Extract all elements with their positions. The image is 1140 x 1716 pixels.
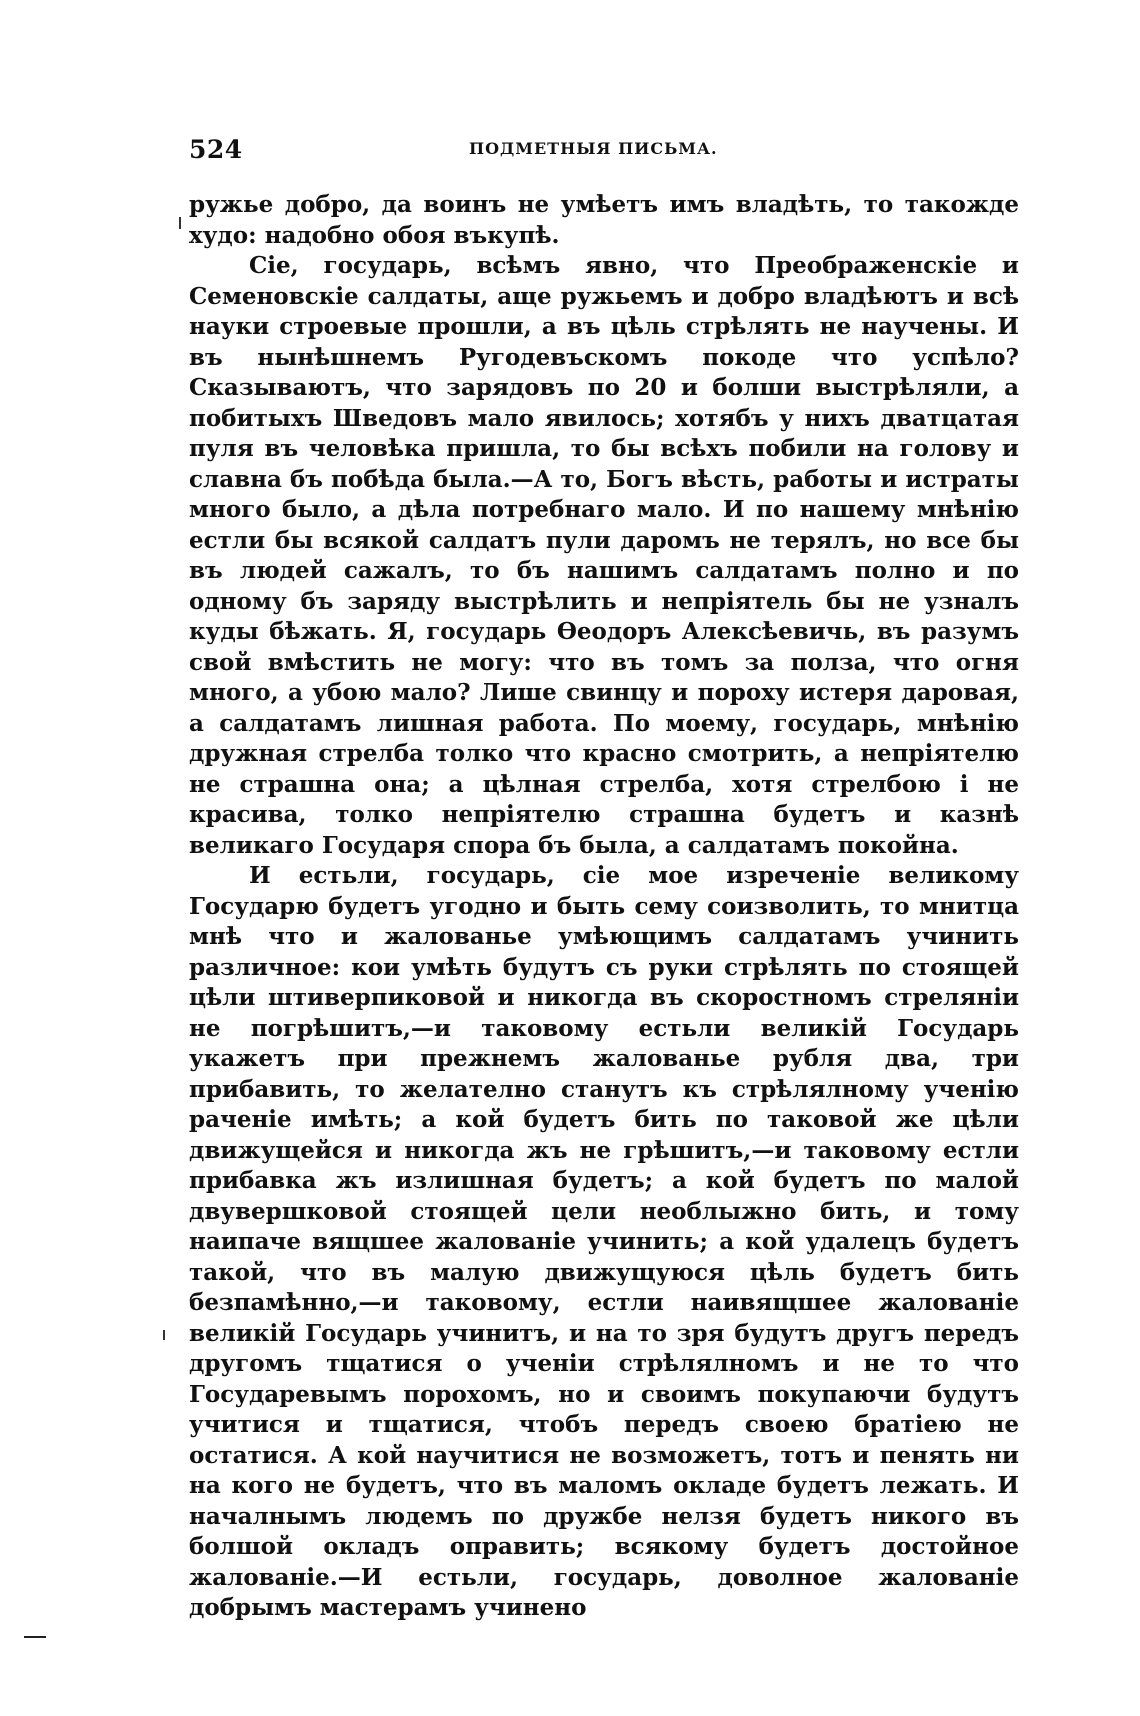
paragraph: Сіе, государь, всѣмъ явно, что Преображенскіе и Семеновскіе салдаты, аще ружьемъ и добро владѣютъ и всѣ науки строевые прошли, а въ цѣль стрѣлять не научены. И въ нынѣшнемъ Ругодевъскомъ покоде что успѣло? Сказываютъ, что зарядовъ по 20 и болши выстрѣляли, а побитыхъ Шведовъ мало явилось; хотябъ у нихъ дватцатая пуля въ человѣка пришла, то бы всѣхъ побили на голову и славна бъ побѣда была.—А то, Богъ вѣсть, работы и истраты много было, а дѣла потребнаго мало. И по нашему мнѣнію естли бы всякой салдатъ пули даромъ не терялъ, но все бы въ людей сажалъ, то бъ нашимъ салдатамъ полно и по одному бъ заряду выстрѣлить и непріятель бы не узналъ куды бѣжать. Я, государь Ѳеодоръ Алексѣевичь, въ разумъ свой вмѣстить не могу: что въ томъ за полза, что огня много, а убою мало? Лише свинцу и пороху истеря даровая, а салдатамъ лишная работа. По моему, государь, мнѣнію дружная стрелба толко что красно смотрить, а непріятелю не страшна она; а цѣлная стрелба, хотя стрелбою і не красива, толко непріятелю страшна будетъ и казнѣ великаго Государя спора бъ была, а салдатамъ покойна.: [189, 252, 1019, 859]
page-header: [189, 135, 1019, 171]
running-head: ПОДМЕТНЫЯ ПИСЬМА.: [469, 139, 718, 158]
body-text: [189, 190, 1019, 1624]
paragraph: И естьли, государь, сіе мое изреченіе великому Государю будетъ угодно и быть сему соизволить, то мнитца мнѣ что и жалованье умѣющимъ салдатамъ учинить различное: кои умѣть будутъ съ руки стрѣлять по стоящей цѣли штиверпиковой и никогда въ скоростномъ стреляніи не погрѣшитъ,—и таковому естьли великій Государь укажетъ при прежнемъ жалованье рубля два, три прибавить, то желателно станутъ къ стрѣлялному ученію раченіе имѣть; а кой будетъ бить по таковой же цѣли движущейся и никогда жъ не грѣшитъ,—и таковому естли прибавка жъ излишная будетъ; а кой будетъ по малой двувершковой стоящей цели необлыжно бить, и тому наипаче вящшее жалованіе учинить; а кой удалецъ будетъ такой, что въ малую движущуюся цѣль будетъ бить безпамѣнно,—и таковому, естли наивящшее жалованіе великій Государь учинитъ, и на то зря будутъ другъ передъ другомъ тщатися о ученіи стрѣлялномъ и не то что Государевымъ порохомъ, но и своимъ покупаючи будутъ учитися и тщатися, чтобъ передъ своею братіею не остатися. А кой научитися не возможетъ, тотъ и пенять ни на кого не будетъ, что въ маломъ окладе будетъ лежать. И началнымъ людемъ по дружбе нелзя будетъ никого въ болшой окладъ оправить; всякому будетъ достойное жалованіе.—И естьли, государь, доволное жалованіе добрымъ мастерамъ учинено: [189, 862, 1019, 1621]
margin-mark: [163, 1330, 165, 1340]
edge-mark: [24, 1636, 46, 1638]
paragraph-continuation: ружье добро, да воинъ не умѣетъ имъ владѣть, то такожде худо: надобно обоя въкупѣ.: [189, 191, 1019, 249]
page-number: 524: [189, 135, 243, 164]
margin-mark: [179, 217, 181, 229]
